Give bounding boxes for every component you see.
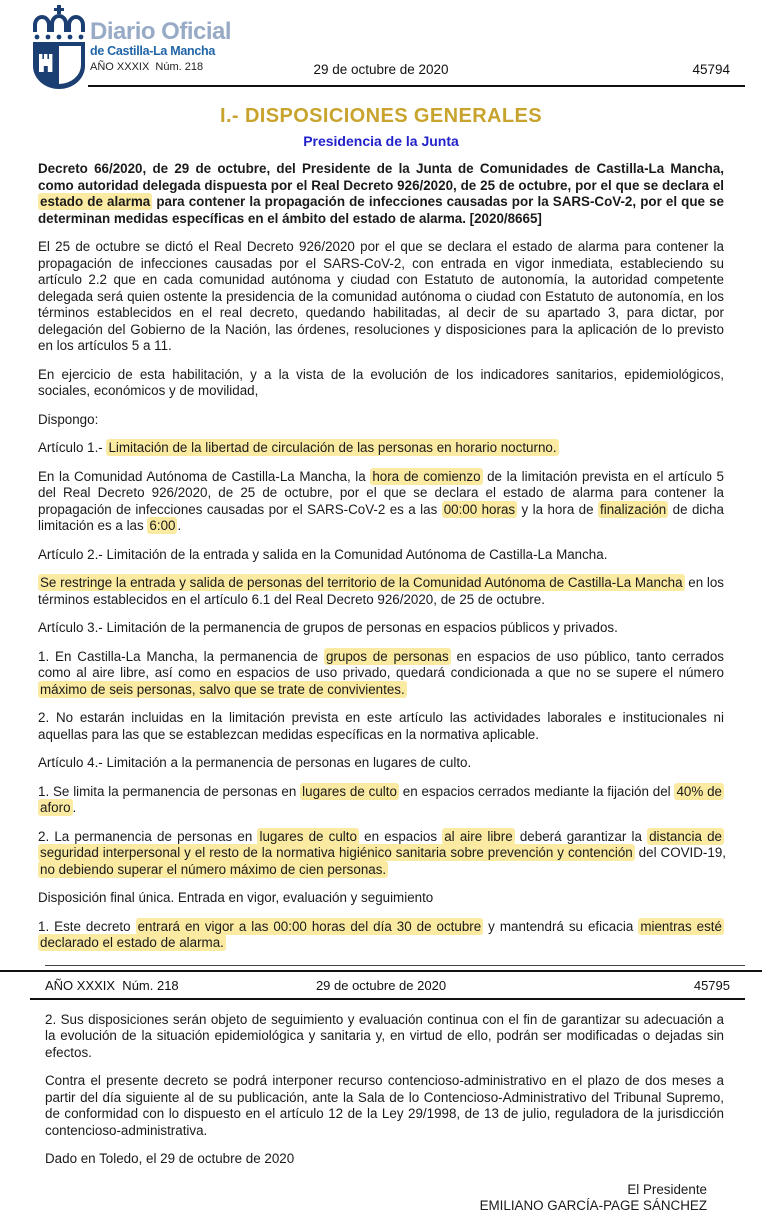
page-number: 45794	[692, 62, 730, 77]
highlighted-text: estado de alarma	[40, 194, 151, 209]
decree-heading: Decreto 66/2020, de 29 de octubre, del Presidente de la Junta de Comunidades de Castilla-La Mancha, como autoridad delegada dispuesta por el Real Decreto 926/2020, de 25 de octubre, por el que se declara el estado de alarma para contener la propagación de infecciones causadas por la SARS-CoV-2, por el que se determinan medidas específicas en el ámbito del estado de alarma. [2020/8665]	[38, 161, 724, 226]
section-subtitle: Presidencia de la Junta	[303, 133, 459, 149]
signature-role: El Presidente	[627, 1181, 707, 1197]
disposicion-final-punto-1: 1. Este decreto entrará en vigor a las 00:00 horas del día 30 de octubre y mantendrá su eficacia mientras esté declarado el estado de alarma.	[38, 918, 722, 950]
background-paragraph: El 25 de octubre se dictó el Real Decreto 926/2020 por el que se declara el estado de alarma para contener la propagación de infecciones causadas por el SARS-CoV-2, con entrada en vigor inmediata, estableciendo su artículo 2.2 que en cada comunidad autónoma y ciudad con Estatuto de autonomía, la autoridad competente delegada será quien ostente la presidencia de la comunidad autónoma o ciudad con Estatuto de autonomía, en los términos establecidos en el real decreto, quedando habilitadas, al decir de su apartado 3, para dictar, por delegación del Gobierno de la Nación, las órdenes, resoluciones y disposiciones para la aplicación de lo previsto en los artículos 5 a 11.	[38, 239, 724, 353]
highlighted-text: distancia de seguridad interpersonal y el resto de la normativa higiénico sanitaria sobre prevención y contención	[40, 828, 723, 860]
highlighted-text: no debiendo superar el número máximo de cien personas.	[40, 861, 387, 877]
edition-number: AÑO XXXIX Núm. 218	[90, 61, 204, 73]
articulo-4-punto-2: 2. La permanencia de personas en lugares de culto en espacios al aire libre deberá garantizar la distancia de seguridad interpersonal y el resto de la normativa higiénico sanitaria sobre prevención y contención del COVID-19, no debiendo superar el número máximo de cien personas.	[38, 828, 727, 877]
highlighted-text: 6:00	[149, 518, 176, 533]
issue-date: 29 de octubre de 2020	[315, 977, 447, 993]
articulo-2-body: Se restringe la entrada y salida de personas del territorio de la Comunidad Autónoma de Castilla-La Mancha en los términos establecidos en el artículo 6.1 del Real Decreto 926/2020, de 25 de octubre.	[38, 575, 725, 607]
gazette-title: Diario Oficial	[90, 18, 232, 45]
highlighted-text: lugares de culto	[302, 783, 397, 799]
highlighted-text: entrará en vigor a las 00:00 horas del día 30 de octubre	[137, 918, 482, 934]
signature-block	[0, 1182, 707, 1215]
highlighted-text: Se restringe la entrada y salida de personas del territorio de la Comunidad Autónoma de Castilla-La Mancha	[40, 575, 683, 590]
recurso-paragraph: Contra el presente decreto se podrá interponer recurso contencioso-administrativo en el plazo de dos meses a partir del día siguiente al de su publicación, ante la Sala de lo Contencioso-Administrativo del Tribunal Supremo, de conformidad con lo dispuesto en el artículo 12 de la Ley 29/1998, de 13 de julio, reguladora de la jurisdicción contencioso-administrativa.	[45, 1073, 724, 1138]
gazette-subtitle: de Castilla-La Mancha	[90, 44, 215, 58]
edition-number: AÑO XXXIX Núm. 218	[45, 977, 179, 993]
articulo-2-heading: Artículo 2.- Limitación de la entrada y salida en la Comunidad Autónoma de Castilla-La Mancha.	[38, 546, 608, 562]
highlighted-text: mientras esté declarado el estado de alarma.	[40, 918, 722, 950]
highlighted-text: 40% de aforo	[40, 783, 722, 815]
disposicion-final-punto-2: 2. Sus disposiciones serán objeto de seguimiento y evaluación continua con el fin de garantizar su adecuación a la evolución de la situación epidemiológica y sanitaria y, en virtud de ello, podrán ser modificadas o dejadas sin efectos.	[45, 1011, 724, 1060]
issue-date: 29 de octubre de 2020	[313, 62, 449, 77]
masthead	[0, 0, 762, 92]
highlighted-text: hora de comienzo	[372, 468, 481, 484]
highlighted-text: lugares de culto	[259, 828, 357, 844]
highlighted-text: al aire libre	[444, 828, 513, 844]
section-title: I.- DISPOSICIONES GENERALES	[220, 105, 542, 127]
highlighted-text: máximo de seis personas, salvo que se trate de convivientes.	[40, 681, 405, 697]
dado-paragraph: Dado en Toledo, el 29 de octubre de 2020	[45, 1151, 295, 1166]
page2-content	[45, 1012, 724, 1168]
dispongo-paragraph: Dispongo:	[38, 411, 99, 427]
page-number: 45795	[693, 977, 730, 993]
highlighted-text: finalización	[600, 501, 667, 517]
articulo-3-punto-2: 2. No estarán incluidas en la limitación prevista en este artículo las actividades laborales e institucionales ni aquellas para las que se establezcan medidas específicas en la normativa aplicable.	[38, 710, 724, 742]
articulo-3-heading: Artículo 3.- Limitación de la permanencia de grupos de personas en espacios públicos y privados.	[38, 620, 618, 635]
highlighted-text: 00:00 horas	[443, 501, 516, 517]
signature-name: EMILIANO GARCÍA-PAGE SÁNCHEZ	[479, 1198, 707, 1213]
highlighted-text: grupos de personas	[325, 648, 449, 664]
header-rule	[88, 85, 745, 87]
articulo-4-heading: Artículo 4.- Limitación a la permanencia de personas en lugares de culto.	[38, 755, 472, 770]
habilitacion-paragraph: En ejercicio de esta habilitación, y a la vista de la evolución de los indicadores sanitarios, epidemiológicos, sociales, económicos y de movilidad,	[38, 366, 724, 398]
page1-content	[38, 161, 727, 952]
page1-end-rule	[45, 965, 745, 966]
disposicion-final-heading: Disposición final única. Entrada en vigor, evaluación y seguimiento	[38, 890, 434, 905]
page2-header-rule	[30, 998, 745, 1000]
articulo-4-punto-1: 1. Se limita la permanencia de personas en lugares de culto en espacios cerrados mediante la fijación del 40% de aforo .	[38, 783, 722, 815]
articulo-1-body: En la Comunidad Autónoma de Castilla-La Mancha, la hora de comienzo de la limitación prevista en el artículo 5 del Real Decreto 926/2020, de 25 de octubre, por el que se declara el estado de alarma para contener la propagación de infecciones causadas por el SARS-CoV-2 es a las 00:00 horas y la hora de finalización de dicha limitación es a las 6:00 .	[38, 468, 724, 533]
page-separator-rule	[0, 970, 762, 972]
articulo-1-heading: Artículo 1.- Limitación de la libertad de circulación de las personas en horario nocturno.	[38, 440, 557, 455]
articulo-3-punto-1: 1. En Castilla-La Mancha, la permanencia de grupos de personas en espacios de uso público, tanto cerrados como al aire libre, así como en espacios de uso privado, quedará condicionada a que no se supere el número máximo de seis personas, salvo que se trate de convivientes.	[38, 648, 724, 697]
page2-header	[0, 965, 762, 1000]
page2-header-row	[0, 976, 762, 998]
highlighted-text: Limitación de la libertad de circulación de las personas en horario nocturno.	[108, 440, 557, 455]
